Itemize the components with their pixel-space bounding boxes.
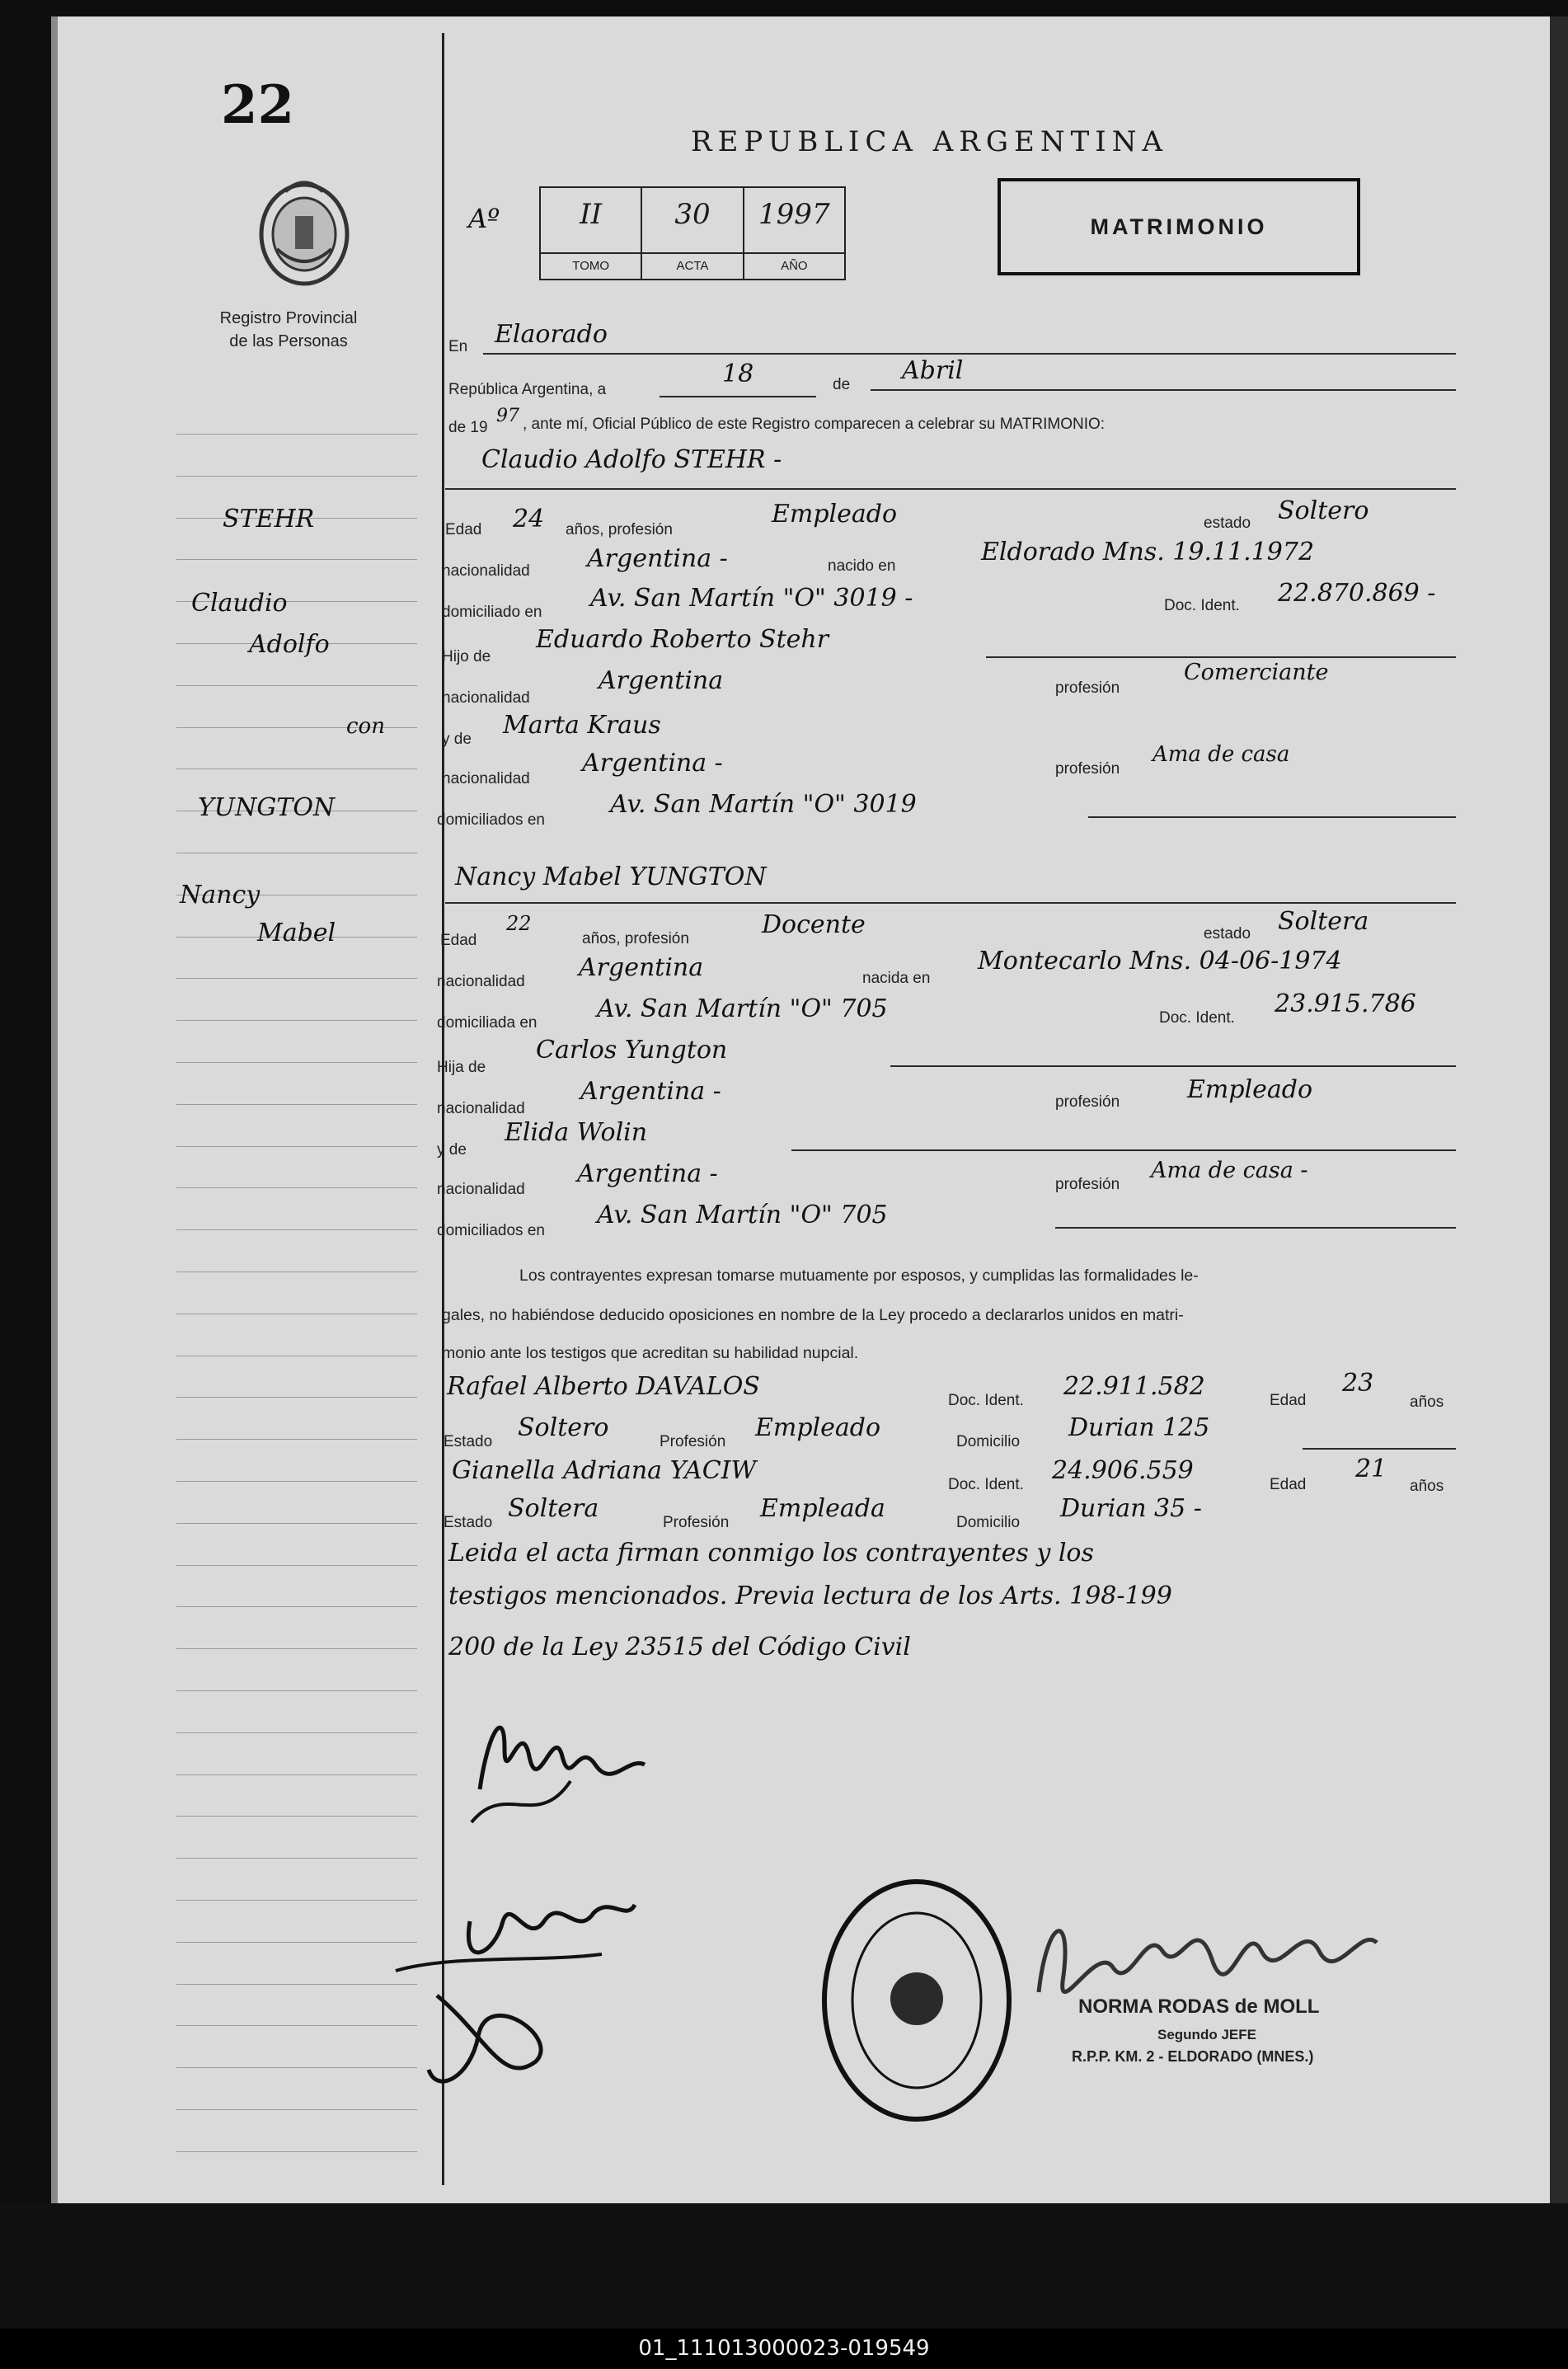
officer-role: Segundo JEFE — [1157, 2027, 1256, 2042]
witness-1-dom-label: Domicilio — [956, 1433, 1021, 1450]
witness-2-prof: Empleada — [760, 1494, 885, 1523]
bride-edad: 22 — [506, 912, 532, 935]
bride-madre-prof-label: profesión — [1055, 1176, 1120, 1193]
volume-box — [539, 186, 846, 280]
margin-rule-line — [176, 434, 417, 435]
witness-2-edad-label: Edad — [1270, 1476, 1307, 1493]
bride-padre-prof-label: profesión — [1055, 1093, 1120, 1111]
margin-rule-line — [176, 1984, 417, 1985]
witness-2-estado: Soltera — [508, 1494, 599, 1523]
bride-hija-label: Hija de — [437, 1059, 486, 1076]
margin-rule-line — [176, 1229, 417, 1230]
margin-rule-line — [176, 1816, 417, 1817]
bride-nacido-label: nacida en — [862, 970, 931, 987]
bride-padres-dom: Av. San Martín "O" 705 — [597, 1201, 888, 1229]
bride-madre-nac: Argentina - — [577, 1159, 718, 1188]
groom-dom-label: domiciliado en — [442, 604, 542, 621]
acta-value: 30 — [674, 198, 711, 231]
registry-label — [206, 307, 371, 353]
witness-2-dom: Durian 35 - — [1060, 1494, 1202, 1523]
margin-given-1a: Claudio — [191, 589, 288, 618]
year-suffix: 97 — [496, 406, 519, 426]
margin-rule-line — [176, 1104, 417, 1105]
groom-yde-label: y de — [442, 731, 472, 748]
margin-rule-line — [176, 559, 417, 560]
witness-2-doc-label: Doc. Ident. — [948, 1476, 1024, 1493]
margin-rule-line — [176, 1565, 417, 1566]
margin-rule-line — [176, 1858, 417, 1859]
bride-dom: Av. San Martín "O" 705 — [597, 994, 888, 1023]
witness-1-estado: Soltero — [518, 1413, 609, 1442]
margin-rule-line — [176, 1271, 417, 1272]
bride-padre-nac: Argentina - — [580, 1077, 721, 1106]
groom-nac-label: nacionalidad — [442, 562, 530, 580]
margin-rule-line — [176, 1062, 417, 1063]
groom-madre-prof: Ama de casa — [1153, 742, 1290, 767]
margin-given-2a: Nancy — [180, 881, 261, 910]
margin-rule-line — [176, 476, 417, 477]
groom-nacido-label: nacido en — [828, 557, 896, 575]
margin-rule-line — [176, 1397, 417, 1398]
margin-rule-line — [176, 2109, 417, 2110]
witness-2-prof-label: Profesión — [663, 1514, 730, 1531]
groom-profesion: Empleado — [772, 500, 898, 529]
margin-rule-line — [176, 1146, 417, 1147]
intro-text: , ante mí, Oficial Público de este Registro comparecen a celebrar su MATRIMONIO: — [523, 416, 1106, 433]
bride-madre-nac-label: nacionalidad — [437, 1181, 525, 1198]
witness-1-prof: Empleado — [755, 1413, 881, 1442]
witness-2-anos-label: años — [1410, 1478, 1444, 1495]
margin-rule-line — [176, 1690, 417, 1691]
closing-note-1: Leida el acta firman conmigo los contrayentes y los — [448, 1539, 1094, 1568]
officer-office: R.P.P. KM. 2 - ELDORADO (MNES.) — [1072, 2048, 1314, 2065]
prefix-handwritten: Aº — [468, 203, 500, 234]
bride-nac: Argentina — [579, 953, 704, 982]
margin-given-2b: Mabel — [257, 919, 336, 947]
bride-nacido: Montecarlo Mns. 04-06-1974 — [978, 947, 1342, 975]
groom-dom: Av. San Martín "O" 3019 - — [590, 584, 913, 613]
groom-padre-line — [986, 656, 1456, 658]
act-type-box: MATRIMONIO — [998, 178, 1360, 275]
groom-doc-label: Doc. Ident. — [1164, 597, 1240, 614]
groom-padre-prof-label: profesión — [1055, 679, 1120, 697]
margin-rule-line — [176, 1523, 417, 1524]
acta-cell — [642, 188, 744, 279]
tomo-label: TOMO — [541, 252, 641, 279]
groom-madre-prof-label: profesión — [1055, 760, 1120, 778]
groom-estado: Soltero — [1278, 496, 1369, 525]
groom-padre-nac: Argentina — [599, 666, 724, 695]
bride-name: Nancy Mabel YUNGTON — [455, 863, 767, 891]
groom-madre-nac-label: nacionalidad — [442, 770, 530, 787]
witness-1-doc-label: Doc. Ident. — [948, 1392, 1024, 1409]
groom-padre-prof: Comerciante — [1184, 660, 1329, 685]
bride-profesion: Docente — [762, 910, 866, 939]
bride-madre-line — [791, 1149, 1456, 1151]
bride-doc: 23.915.786 — [1275, 989, 1416, 1018]
coat-of-arms-icon — [252, 175, 356, 289]
witness-2-doc: 24.906.559 — [1052, 1456, 1194, 1485]
place-value: Elaorado — [495, 320, 608, 349]
bride-padre-nac-label: nacionalidad — [437, 1100, 525, 1117]
witness-1-edad: 23 — [1342, 1369, 1374, 1398]
en-label: En — [448, 338, 468, 355]
closing-note-2: testigos mencionados. Previa lectura de los Arts. 198-199 — [448, 1582, 1172, 1610]
margin-connector: con — [346, 714, 385, 739]
groom-padre-nac-label: nacionalidad — [442, 689, 530, 707]
closing-note-3: 200 de la Ley 23515 del Código Civil — [448, 1633, 911, 1662]
groom-madre-nac: Argentina - — [582, 749, 723, 778]
groom-name: Claudio Adolfo STEHR - — [481, 445, 782, 474]
bride-padre-prof: Empleado — [1187, 1075, 1313, 1104]
tomo-cell — [541, 188, 642, 279]
groom-doc: 22.870.869 - — [1278, 579, 1436, 608]
witness-1-dom: Durian 125 — [1068, 1413, 1210, 1442]
margin-rule-line — [176, 1648, 417, 1649]
place-line — [483, 353, 1456, 355]
witness-2-dom-label: Domicilio — [956, 1514, 1021, 1531]
groom-nacido: Eldorado Mns. 19.11.1972 — [981, 538, 1315, 566]
margin-given-1b: Adolfo — [249, 630, 330, 659]
groom-estado-label: estado — [1204, 515, 1251, 532]
month-value: Abril — [902, 356, 964, 385]
declaration-line-3: monio ante los testigos que acreditan su habilidad nupcial. — [442, 1344, 859, 1362]
margin-rule-line — [176, 1020, 417, 1021]
bride-doc-label: Doc. Ident. — [1159, 1009, 1235, 1027]
margin-surname-2: YUNGTON — [198, 793, 336, 822]
bride-yde-label: y de — [437, 1141, 467, 1159]
page-number: 22 — [221, 74, 295, 136]
groom-edad: 24 — [513, 505, 545, 533]
witness-1-dom-line — [1303, 1448, 1456, 1450]
day-line — [660, 396, 816, 397]
groom-hijo-label: Hijo de — [442, 648, 491, 665]
bride-edad-label: Edad — [440, 932, 477, 949]
margin-rule-line — [176, 2151, 417, 2152]
witness-2-estado-label: Estado — [444, 1514, 493, 1531]
bride-madre-prof: Ama de casa - — [1151, 1158, 1308, 1183]
witness-1-prof-label: Profesión — [660, 1433, 726, 1450]
bride-padre-line — [890, 1065, 1456, 1067]
image-caption: 01_111013000023-019549 — [0, 2329, 1568, 2369]
bride-padres-dom-line — [1055, 1227, 1456, 1229]
witness-1-anos-label: años — [1410, 1394, 1444, 1411]
margin-rule-line — [176, 1732, 417, 1733]
margin-rule-line — [176, 2025, 417, 2026]
declaration-line-1: Los contrayentes expresan tomarse mutuamente por esposos, y cumplidas las formalidades le- — [519, 1267, 1199, 1285]
page-bottom-edge — [0, 2203, 1568, 2327]
ano-value: 1997 — [758, 198, 830, 231]
registry-label-line1: Registro Provincial — [219, 309, 358, 327]
margin-rule-line — [176, 1774, 417, 1775]
ano-label: AÑO — [744, 252, 844, 279]
bride-madre: Elida Wolin — [505, 1118, 648, 1147]
groom-edad-label: Edad — [445, 521, 482, 538]
signature-officer — [1022, 1893, 1385, 2042]
groom-padres-dom-label: domiciliados en — [437, 811, 545, 829]
bride-padre: Carlos Yungton — [536, 1036, 728, 1065]
month-line — [871, 389, 1456, 391]
day-value: 18 — [722, 360, 754, 388]
witness-1-estado-label: Estado — [444, 1433, 493, 1450]
bride-profesion-label: años, profesión — [582, 930, 689, 947]
bride-dom-label: domiciliada en — [437, 1014, 538, 1032]
margin-rule-line — [176, 685, 417, 686]
groom-name-line — [445, 488, 1456, 490]
signature-bride — [387, 1872, 684, 2103]
witness-1-name: Rafael Alberto DAVALOS — [447, 1372, 760, 1401]
margin-rule-line — [176, 1900, 417, 1901]
groom-padres-dom: Av. San Martín "O" 3019 — [610, 790, 917, 819]
groom-madre: Marta Kraus — [503, 711, 661, 740]
groom-profesion-label: años, profesión — [566, 521, 673, 538]
registry-label-line2: de las Personas — [229, 332, 348, 350]
bride-estado-label: estado — [1204, 925, 1251, 942]
signature-groom — [455, 1682, 653, 1847]
groom-padre: Eduardo Roberto Stehr — [536, 625, 829, 654]
margin-rule-line — [176, 1942, 417, 1943]
officer-name: NORMA RODAS de MOLL — [1078, 1995, 1320, 2018]
margin-rule-line — [176, 978, 417, 979]
margin-rule-line — [176, 1439, 417, 1440]
ano-cell — [744, 188, 844, 279]
registry-round-stamp — [818, 1875, 1016, 2126]
witness-1-doc: 22.911.582 — [1063, 1372, 1205, 1401]
margin-surname-1: STEHR — [223, 505, 315, 533]
margin-rule-line — [176, 1481, 417, 1482]
bride-padres-dom-label: domiciliados en — [437, 1222, 545, 1239]
witness-2-name: Gianella Adriana YACIW — [452, 1456, 757, 1485]
bride-estado: Soltera — [1278, 907, 1369, 936]
witness-2-edad: 21 — [1355, 1455, 1387, 1483]
margin-rule-line — [176, 2067, 417, 2068]
groom-padres-dom-line — [1088, 816, 1456, 818]
book-binding — [1550, 16, 1568, 2203]
document-title: REPUBLICA ARGENTINA — [691, 125, 1169, 158]
acta-label: ACTA — [642, 252, 742, 279]
tomo-value: II — [580, 198, 603, 231]
year-prefix: de 19 — [448, 419, 488, 436]
margin-rule-line — [176, 1606, 417, 1607]
republica-label: República Argentina, a — [448, 381, 607, 398]
de-label: de — [833, 376, 851, 393]
declaration-line-2: gales, no habiéndose deducido oposiciones en nombre de la Ley procedo a declararlos unidos en matri- — [442, 1306, 1184, 1324]
witness-1-edad-label: Edad — [1270, 1392, 1307, 1409]
margin-rule-line — [176, 1187, 417, 1188]
groom-nac: Argentina - — [587, 544, 728, 573]
bride-name-line — [445, 902, 1456, 904]
bride-nac-label: nacionalidad — [437, 973, 525, 990]
